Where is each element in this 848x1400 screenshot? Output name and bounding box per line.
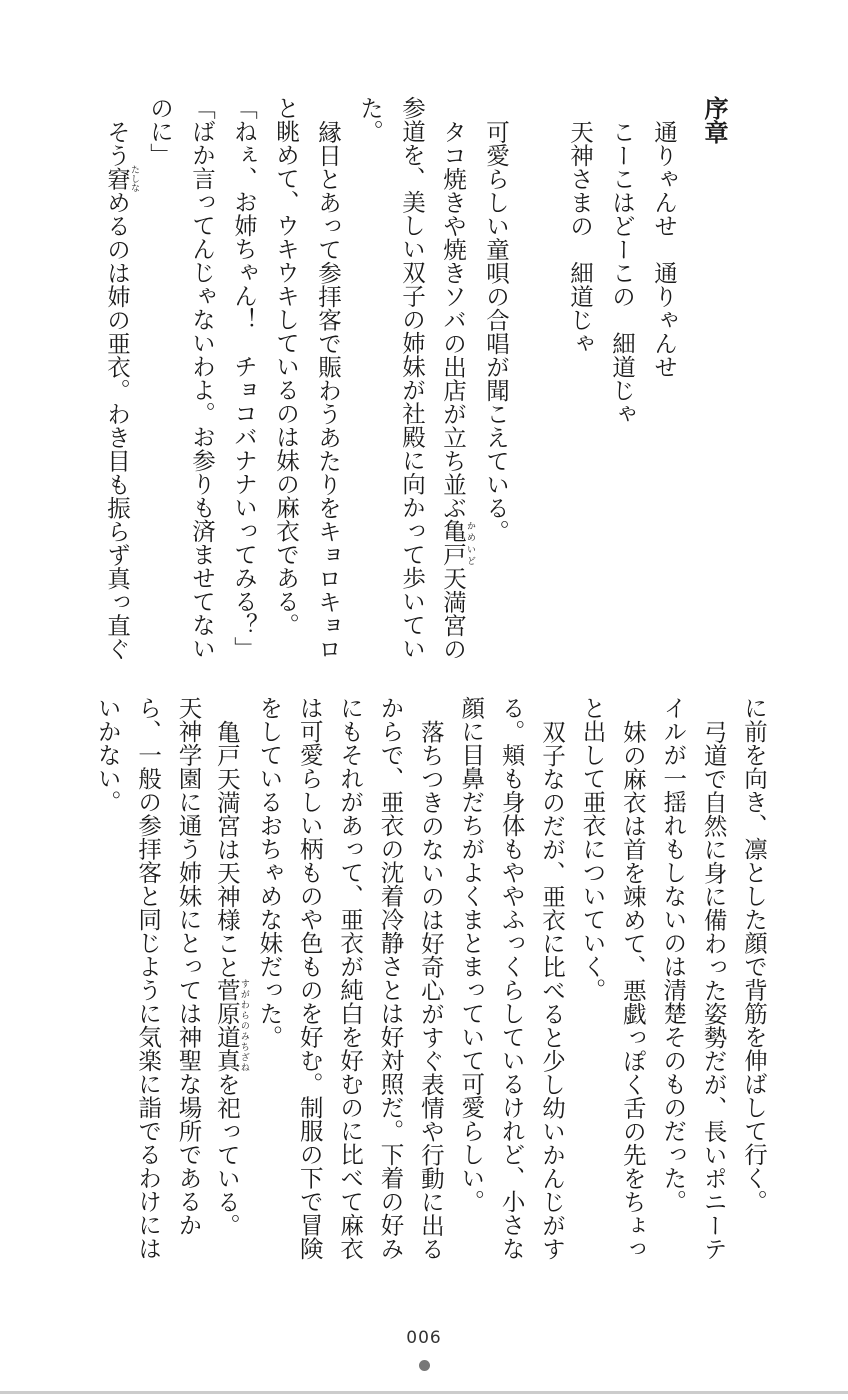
ruby-word xyxy=(439,519,475,566)
bottom-text-block xyxy=(87,696,774,1276)
song-line: 天神さまの 細道じゃ xyxy=(566,119,594,355)
text-line: 顔に目鼻だちがよくまとまっていて可愛らしい。 xyxy=(457,696,486,1213)
page-number: 006 xyxy=(406,1328,442,1348)
chapter-title: 序章 xyxy=(700,96,729,144)
text-segment: 天満宮の xyxy=(439,566,467,660)
text-line xyxy=(97,96,139,696)
song-line: こーこはどーこの 細道じゃ xyxy=(608,119,636,425)
top-text-block xyxy=(97,96,735,696)
text-line: と眺めて、ウキウキしているのは妹の麻衣である。 xyxy=(272,96,300,637)
text-segment: タコ焼きや焼きソバの出店が立ち並ぶ xyxy=(439,119,467,519)
page-dot-ornament xyxy=(419,1360,430,1371)
text-line: と出して亜衣についていく。 xyxy=(578,696,607,1002)
text-line: に前を向き、凛とした顔で背筋を伸ばして行く。 xyxy=(740,696,768,1213)
text-line xyxy=(433,96,475,696)
blank-line xyxy=(517,96,559,696)
ruby-word xyxy=(212,978,249,1072)
ruby-reading: かめいど xyxy=(465,519,475,566)
text-line: イルが一揺れもしないのは清楚そのものだった。 xyxy=(659,696,688,1213)
text-line: いかない。 xyxy=(93,696,122,814)
text-line: 天神学園に通う姉妹にとっては神聖な場所であるか xyxy=(174,696,203,1237)
text-line: 双子なのだが、亜衣に比べると少し幼いかんじがす xyxy=(538,719,567,1260)
text-segment: そう xyxy=(103,119,131,167)
text-line: た。 xyxy=(356,96,384,143)
text-line: 「ばか言ってんじゃないわよ。お参りも済ませてない xyxy=(188,96,216,660)
text-line: からで、亜衣の沈着冷静さとは好対照だ。下着の好み xyxy=(376,696,405,1260)
text-line: 弓道で自然に身に備わった姿勢だが、長いポニーテ xyxy=(699,719,728,1260)
text-line: のに」 xyxy=(146,96,174,167)
ruby-reading: たしな xyxy=(129,164,139,192)
text-line: る。頬も身体もややふっくらしているけれど、小さな xyxy=(497,696,526,1260)
text-line: にもそれがあって、亜衣が純白を好むのに比べて麻衣 xyxy=(336,696,365,1260)
text-line: 縁日とあって参拝客で賑わうあたりをキョロキョロ xyxy=(314,119,342,660)
scan-edge-line xyxy=(0,1391,848,1394)
text-line: 妹の麻衣は首を竦めて、悪戯っぽく舌の先をちょっ xyxy=(618,719,647,1260)
ruby-base: 菅原道真 xyxy=(212,978,241,1072)
text-segment: めるのは姉の亜衣。わき目も振らず真っ直ぐ xyxy=(103,190,131,660)
text-line: 落ちつきのないのは好奇心がすぐ表情や行動に出る xyxy=(416,719,445,1260)
song-line: 通りゃんせ 通りゃんせ xyxy=(650,119,678,378)
ruby-base: 窘 xyxy=(103,164,131,192)
text-line xyxy=(209,696,249,1276)
text-line: ら、一般の参拝客と同じように気楽に詣でるわけには xyxy=(134,696,163,1260)
text-segment: 亀戸天満宮は天神様こと xyxy=(212,719,241,978)
text-line: は可愛らしい柄ものや色ものを好む。制服の下で冒険 xyxy=(295,696,324,1260)
ruby-word xyxy=(103,164,139,192)
text-line: 「ねぇ、お姉ちゃん！ チョコバナナいってみる？」 xyxy=(230,96,258,660)
ruby-base: 亀戸 xyxy=(439,519,467,566)
text-segment: を祀っている。 xyxy=(212,1072,241,1237)
text-line: 参道を、美しい双子の姉妹が社殿に向かって歩いてい xyxy=(398,96,426,660)
text-line: をしているおちゃめな妹だった。 xyxy=(255,696,284,1049)
text-line: 可愛らしい童唄の合唱が聞こえている。 xyxy=(482,119,510,543)
ruby-reading: すがわらのみちざね xyxy=(238,978,249,1072)
